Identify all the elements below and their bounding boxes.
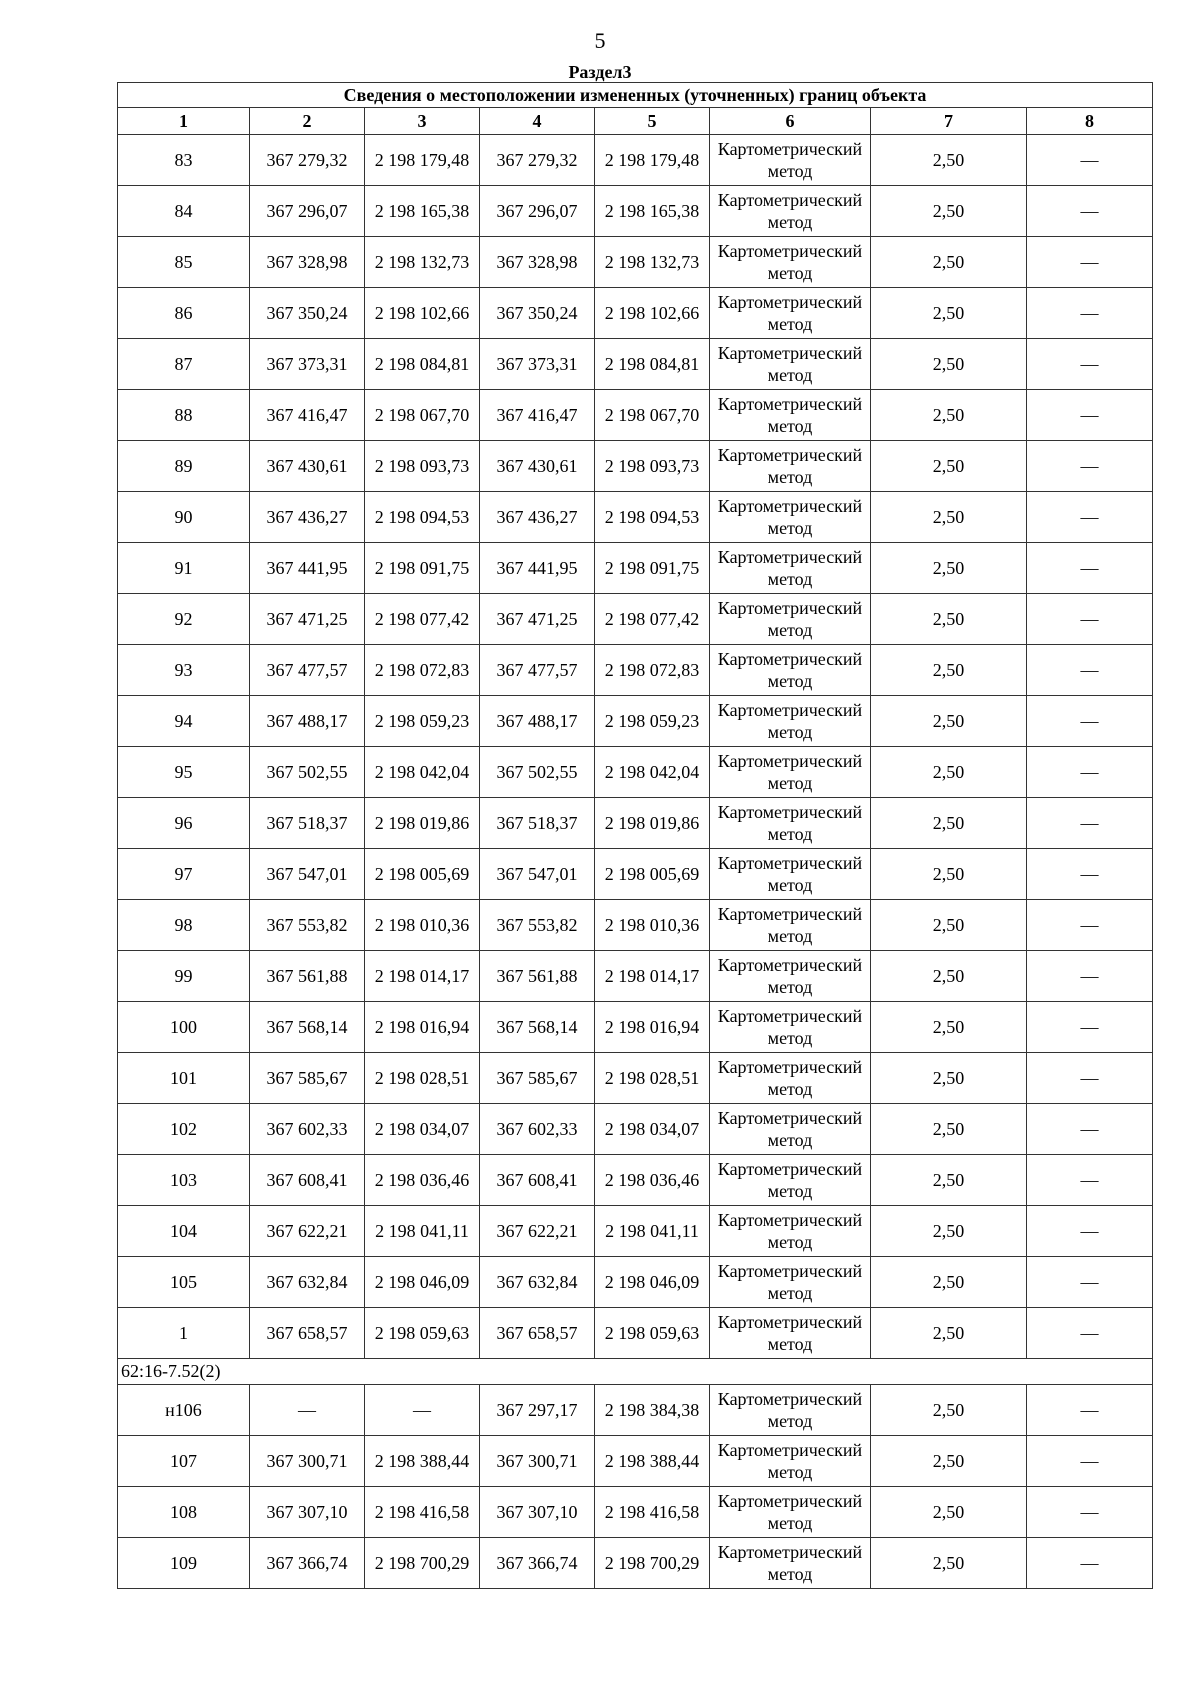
cell-col-7: 2,50 [871, 237, 1027, 288]
cell-col-8: — [1027, 849, 1153, 900]
table-row [118, 1385, 1153, 1436]
cell-col-8: — [1027, 441, 1153, 492]
table-title: Сведения о местоположении измененных (уточненных) границ объекта [118, 83, 1153, 108]
cell-col-3: 2 198 388,44 [365, 1436, 480, 1487]
cell-col-2: 367 658,57 [250, 1308, 365, 1359]
cell-col-3: 2 198 046,09 [365, 1257, 480, 1308]
table-row [118, 849, 1153, 900]
cell-col-4: 367 373,31 [480, 339, 595, 390]
cell-col-1: 84 [118, 186, 250, 237]
cell-col-3: 2 198 036,46 [365, 1155, 480, 1206]
cell-col-3: 2 198 179,48 [365, 135, 480, 186]
cell-col-3: 2 198 059,63 [365, 1308, 480, 1359]
cell-col-7: 2,50 [871, 339, 1027, 390]
column-header-6: 6 [710, 108, 871, 135]
cell-col-1: 105 [118, 1257, 250, 1308]
cell-col-4: 367 502,55 [480, 747, 595, 798]
table-row [118, 186, 1153, 237]
cell-col-5: 2 198 072,83 [595, 645, 710, 696]
group-row [118, 1359, 1153, 1385]
cell-col-8: — [1027, 288, 1153, 339]
cell-col-7: 2,50 [871, 1002, 1027, 1053]
cell-col-8: — [1027, 1002, 1153, 1053]
cell-col-3: 2 198 091,75 [365, 543, 480, 594]
cell-col-2: 367 300,71 [250, 1436, 365, 1487]
cell-col-8: — [1027, 1538, 1153, 1589]
cell-col-4: 367 436,27 [480, 492, 595, 543]
cell-col-4: 367 608,41 [480, 1155, 595, 1206]
cell-col-1: 100 [118, 1002, 250, 1053]
cell-col-1: 103 [118, 1155, 250, 1206]
column-header-4: 4 [480, 108, 595, 135]
cell-col-4: 367 430,61 [480, 441, 595, 492]
cell-col-4: 367 585,67 [480, 1053, 595, 1104]
cell-col-4: 367 296,07 [480, 186, 595, 237]
cell-col-6: Картометрический метод [710, 1053, 871, 1104]
page-number: 5 [594, 28, 606, 53]
cell-col-2: 367 441,95 [250, 543, 365, 594]
table-row [118, 1538, 1153, 1589]
cell-col-4: 367 307,10 [480, 1487, 595, 1538]
cell-col-2: 367 430,61 [250, 441, 365, 492]
cell-col-3: 2 198 028,51 [365, 1053, 480, 1104]
cell-col-6: Картометрический метод [710, 849, 871, 900]
cell-col-8: — [1027, 1104, 1153, 1155]
cell-col-5: 2 198 059,63 [595, 1308, 710, 1359]
section-title: Раздел3 [568, 62, 632, 82]
cell-col-2: 367 296,07 [250, 186, 365, 237]
column-header-3: 3 [365, 108, 480, 135]
cell-col-6: Картометрический метод [710, 594, 871, 645]
cell-col-6: Картометрический метод [710, 951, 871, 1002]
cell-col-1: н106 [118, 1385, 250, 1436]
cell-col-8: — [1027, 645, 1153, 696]
cell-col-2: 367 547,01 [250, 849, 365, 900]
cell-col-6: Картометрический метод [710, 747, 871, 798]
cell-col-3: 2 198 067,70 [365, 390, 480, 441]
cell-col-6: Картометрический метод [710, 1538, 871, 1589]
cell-col-4: 367 602,33 [480, 1104, 595, 1155]
cell-col-4: 367 279,32 [480, 135, 595, 186]
table-row [118, 1155, 1153, 1206]
cell-col-5: 2 198 416,58 [595, 1487, 710, 1538]
cell-col-6: Картометрический метод [710, 1206, 871, 1257]
cell-col-5: 2 198 102,66 [595, 288, 710, 339]
cell-col-3: 2 198 059,23 [365, 696, 480, 747]
cell-col-3: 2 198 005,69 [365, 849, 480, 900]
cell-col-6: Картометрический метод [710, 1155, 871, 1206]
cell-col-6: Картометрический метод [710, 798, 871, 849]
cell-col-4: 367 328,98 [480, 237, 595, 288]
cell-col-8: — [1027, 594, 1153, 645]
cell-col-7: 2,50 [871, 1436, 1027, 1487]
cell-col-2: 367 502,55 [250, 747, 365, 798]
cell-col-7: 2,50 [871, 186, 1027, 237]
cell-col-7: 2,50 [871, 543, 1027, 594]
cell-col-2: 367 585,67 [250, 1053, 365, 1104]
cell-col-8: — [1027, 696, 1153, 747]
cell-col-1: 91 [118, 543, 250, 594]
column-header-2: 2 [250, 108, 365, 135]
group-label: 62:16-7.52(2) [118, 1359, 1153, 1385]
cell-col-4: 367 568,14 [480, 1002, 595, 1053]
cell-col-6: Картометрический метод [710, 339, 871, 390]
cell-col-5: 2 198 036,46 [595, 1155, 710, 1206]
cell-col-2: 367 373,31 [250, 339, 365, 390]
table-row [118, 492, 1153, 543]
cell-col-5: 2 198 165,38 [595, 186, 710, 237]
column-header-1: 1 [118, 108, 250, 135]
cell-col-3: 2 198 165,38 [365, 186, 480, 237]
cell-col-7: 2,50 [871, 696, 1027, 747]
cell-col-7: 2,50 [871, 288, 1027, 339]
cell-col-4: 367 632,84 [480, 1257, 595, 1308]
cell-col-3: 2 198 010,36 [365, 900, 480, 951]
cell-col-7: 2,50 [871, 492, 1027, 543]
cell-col-7: 2,50 [871, 645, 1027, 696]
cell-col-6: Картометрический метод [710, 237, 871, 288]
cell-col-4: 367 622,21 [480, 1206, 595, 1257]
cell-col-5: 2 198 179,48 [595, 135, 710, 186]
cell-col-1: 99 [118, 951, 250, 1002]
cell-col-4: 367 488,17 [480, 696, 595, 747]
cell-col-2: 367 561,88 [250, 951, 365, 1002]
cell-col-5: 2 198 384,38 [595, 1385, 710, 1436]
cell-col-1: 89 [118, 441, 250, 492]
cell-col-5: 2 198 034,07 [595, 1104, 710, 1155]
cell-col-7: 2,50 [871, 1104, 1027, 1155]
cell-col-1: 107 [118, 1436, 250, 1487]
cell-col-5: 2 198 091,75 [595, 543, 710, 594]
table-row [118, 1104, 1153, 1155]
cell-col-1: 96 [118, 798, 250, 849]
table-row [118, 645, 1153, 696]
cell-col-3: 2 198 077,42 [365, 594, 480, 645]
cell-col-8: — [1027, 390, 1153, 441]
cell-col-7: 2,50 [871, 1538, 1027, 1589]
cell-col-3: — [365, 1385, 480, 1436]
cell-col-1: 108 [118, 1487, 250, 1538]
table-body [118, 135, 1153, 1589]
cell-col-2: 367 488,17 [250, 696, 365, 747]
cell-col-6: Картометрический метод [710, 1104, 871, 1155]
table-row [118, 1257, 1153, 1308]
cell-col-2: 367 328,98 [250, 237, 365, 288]
cell-col-8: — [1027, 1436, 1153, 1487]
cell-col-4: 367 553,82 [480, 900, 595, 951]
cell-col-2: 367 350,24 [250, 288, 365, 339]
cell-col-6: Картометрический метод [710, 492, 871, 543]
coordinates-table [117, 82, 1153, 1589]
cell-col-4: 367 416,47 [480, 390, 595, 441]
cell-col-7: 2,50 [871, 1257, 1027, 1308]
table-row [118, 747, 1153, 798]
table-row [118, 288, 1153, 339]
cell-col-8: — [1027, 1206, 1153, 1257]
cell-col-7: 2,50 [871, 390, 1027, 441]
cell-col-5: 2 198 700,29 [595, 1538, 710, 1589]
cell-col-5: 2 198 028,51 [595, 1053, 710, 1104]
cell-col-8: — [1027, 1487, 1153, 1538]
cell-col-8: — [1027, 1385, 1153, 1436]
cell-col-8: — [1027, 798, 1153, 849]
cell-col-2: 367 518,37 [250, 798, 365, 849]
cell-col-5: 2 198 077,42 [595, 594, 710, 645]
cell-col-5: 2 198 094,53 [595, 492, 710, 543]
table-row [118, 1053, 1153, 1104]
cell-col-6: Картометрический метод [710, 441, 871, 492]
cell-col-1: 1 [118, 1308, 250, 1359]
cell-col-4: 367 441,95 [480, 543, 595, 594]
cell-col-8: — [1027, 1257, 1153, 1308]
table-row [118, 900, 1153, 951]
cell-col-8: — [1027, 135, 1153, 186]
cell-col-6: Картометрический метод [710, 288, 871, 339]
cell-col-3: 2 198 014,17 [365, 951, 480, 1002]
cell-col-5: 2 198 059,23 [595, 696, 710, 747]
table-row [118, 390, 1153, 441]
cell-col-5: 2 198 046,09 [595, 1257, 710, 1308]
cell-col-1: 102 [118, 1104, 250, 1155]
cell-col-4: 367 561,88 [480, 951, 595, 1002]
cell-col-4: 367 547,01 [480, 849, 595, 900]
cell-col-6: Картометрический метод [710, 1385, 871, 1436]
cell-col-8: — [1027, 1053, 1153, 1104]
cell-col-8: — [1027, 492, 1153, 543]
cell-col-3: 2 198 034,07 [365, 1104, 480, 1155]
table-row [118, 1487, 1153, 1538]
cell-col-5: 2 198 042,04 [595, 747, 710, 798]
cell-col-4: 367 477,57 [480, 645, 595, 696]
cell-col-3: 2 198 094,53 [365, 492, 480, 543]
cell-col-8: — [1027, 1155, 1153, 1206]
cell-col-2: 367 632,84 [250, 1257, 365, 1308]
cell-col-2: 367 622,21 [250, 1206, 365, 1257]
cell-col-2: 367 608,41 [250, 1155, 365, 1206]
table-row [118, 951, 1153, 1002]
cell-col-2: — [250, 1385, 365, 1436]
cell-col-1: 86 [118, 288, 250, 339]
cell-col-6: Картометрический метод [710, 186, 871, 237]
cell-col-6: Картометрический метод [710, 135, 871, 186]
cell-col-6: Картометрический метод [710, 645, 871, 696]
cell-col-8: — [1027, 951, 1153, 1002]
cell-col-7: 2,50 [871, 900, 1027, 951]
cell-col-1: 87 [118, 339, 250, 390]
table-row [118, 1436, 1153, 1487]
cell-col-1: 85 [118, 237, 250, 288]
table-row [118, 135, 1153, 186]
table-row [118, 798, 1153, 849]
column-header-8: 8 [1027, 108, 1153, 135]
cell-col-7: 2,50 [871, 1206, 1027, 1257]
cell-col-2: 367 553,82 [250, 900, 365, 951]
table-row [118, 339, 1153, 390]
cell-col-3: 2 198 132,73 [365, 237, 480, 288]
cell-col-5: 2 198 010,36 [595, 900, 710, 951]
cell-col-8: — [1027, 747, 1153, 798]
cell-col-7: 2,50 [871, 1308, 1027, 1359]
cell-col-8: — [1027, 543, 1153, 594]
cell-col-6: Картометрический метод [710, 390, 871, 441]
cell-col-7: 2,50 [871, 441, 1027, 492]
cell-col-6: Картометрический метод [710, 696, 871, 747]
cell-col-3: 2 198 019,86 [365, 798, 480, 849]
column-header-5: 5 [595, 108, 710, 135]
cell-col-5: 2 198 388,44 [595, 1436, 710, 1487]
cell-col-5: 2 198 067,70 [595, 390, 710, 441]
cell-col-8: — [1027, 186, 1153, 237]
cell-col-1: 98 [118, 900, 250, 951]
cell-col-5: 2 198 014,17 [595, 951, 710, 1002]
cell-col-3: 2 198 093,73 [365, 441, 480, 492]
cell-col-7: 2,50 [871, 1155, 1027, 1206]
cell-col-8: — [1027, 900, 1153, 951]
cell-col-6: Картометрический метод [710, 1487, 871, 1538]
cell-col-1: 97 [118, 849, 250, 900]
cell-col-3: 2 198 072,83 [365, 645, 480, 696]
cell-col-3: 2 198 084,81 [365, 339, 480, 390]
cell-col-4: 367 658,57 [480, 1308, 595, 1359]
table-row [118, 1308, 1153, 1359]
cell-col-1: 94 [118, 696, 250, 747]
cell-col-3: 2 198 700,29 [365, 1538, 480, 1589]
cell-col-2: 367 471,25 [250, 594, 365, 645]
cell-col-3: 2 198 102,66 [365, 288, 480, 339]
cell-col-7: 2,50 [871, 951, 1027, 1002]
table-row [118, 696, 1153, 747]
table-row [118, 1206, 1153, 1257]
column-header-row [118, 108, 1153, 135]
cell-col-7: 2,50 [871, 747, 1027, 798]
cell-col-5: 2 198 132,73 [595, 237, 710, 288]
cell-col-7: 2,50 [871, 1053, 1027, 1104]
cell-col-5: 2 198 041,11 [595, 1206, 710, 1257]
cell-col-2: 367 477,57 [250, 645, 365, 696]
table-row [118, 1002, 1153, 1053]
cell-col-4: 367 471,25 [480, 594, 595, 645]
cell-col-1: 88 [118, 390, 250, 441]
cell-col-6: Картометрический метод [710, 1308, 871, 1359]
cell-col-3: 2 198 016,94 [365, 1002, 480, 1053]
cell-col-1: 93 [118, 645, 250, 696]
cell-col-3: 2 198 042,04 [365, 747, 480, 798]
cell-col-2: 367 279,32 [250, 135, 365, 186]
cell-col-6: Картометрический метод [710, 1436, 871, 1487]
table-row [118, 237, 1153, 288]
cell-col-8: — [1027, 339, 1153, 390]
cell-col-4: 367 300,71 [480, 1436, 595, 1487]
cell-col-6: Картометрический метод [710, 543, 871, 594]
cell-col-6: Картометрический метод [710, 900, 871, 951]
cell-col-2: 367 307,10 [250, 1487, 365, 1538]
cell-col-1: 95 [118, 747, 250, 798]
cell-col-2: 367 366,74 [250, 1538, 365, 1589]
cell-col-6: Картометрический метод [710, 1257, 871, 1308]
cell-col-1: 83 [118, 135, 250, 186]
cell-col-1: 92 [118, 594, 250, 645]
cell-col-7: 2,50 [871, 594, 1027, 645]
cell-col-4: 367 366,74 [480, 1538, 595, 1589]
cell-col-6: Картометрический метод [710, 1002, 871, 1053]
cell-col-8: — [1027, 237, 1153, 288]
cell-col-5: 2 198 084,81 [595, 339, 710, 390]
cell-col-5: 2 198 019,86 [595, 798, 710, 849]
cell-col-5: 2 198 093,73 [595, 441, 710, 492]
cell-col-3: 2 198 416,58 [365, 1487, 480, 1538]
table-row [118, 594, 1153, 645]
table-row [118, 441, 1153, 492]
cell-col-1: 109 [118, 1538, 250, 1589]
cell-col-2: 367 436,27 [250, 492, 365, 543]
cell-col-4: 367 350,24 [480, 288, 595, 339]
column-header-7: 7 [871, 108, 1027, 135]
cell-col-1: 90 [118, 492, 250, 543]
cell-col-2: 367 416,47 [250, 390, 365, 441]
cell-col-7: 2,50 [871, 798, 1027, 849]
table-row [118, 543, 1153, 594]
cell-col-1: 104 [118, 1206, 250, 1257]
cell-col-4: 367 518,37 [480, 798, 595, 849]
cell-col-1: 101 [118, 1053, 250, 1104]
cell-col-8: — [1027, 1308, 1153, 1359]
cell-col-4: 367 297,17 [480, 1385, 595, 1436]
cell-col-7: 2,50 [871, 1487, 1027, 1538]
cell-col-3: 2 198 041,11 [365, 1206, 480, 1257]
cell-col-5: 2 198 016,94 [595, 1002, 710, 1053]
cell-col-2: 367 602,33 [250, 1104, 365, 1155]
cell-col-7: 2,50 [871, 849, 1027, 900]
cell-col-5: 2 198 005,69 [595, 849, 710, 900]
cell-col-2: 367 568,14 [250, 1002, 365, 1053]
cell-col-7: 2,50 [871, 1385, 1027, 1436]
cell-col-7: 2,50 [871, 135, 1027, 186]
